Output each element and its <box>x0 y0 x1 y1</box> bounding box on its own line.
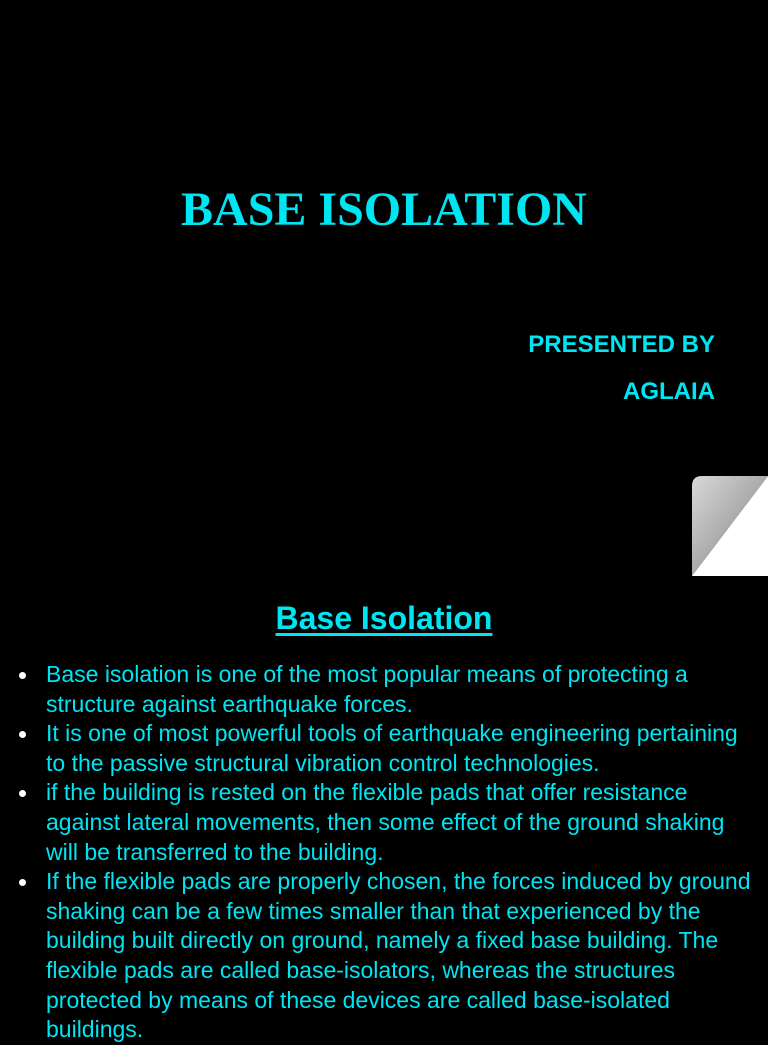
bullet-dot-icon <box>19 731 26 738</box>
presented-by-label: PRESENTED BY <box>528 331 715 358</box>
page-curl-icon <box>692 476 768 576</box>
presenter-name: AGLAIA <box>623 378 715 405</box>
bullet-item <box>0 719 768 778</box>
slide-title-heading: BASE ISOLATION <box>181 183 587 236</box>
bullet-item <box>0 778 768 867</box>
slide-content-heading: Base Isolation <box>275 600 493 636</box>
bullet-dot-icon <box>19 672 26 679</box>
slide-content <box>0 576 768 1043</box>
bullet-text: Base isolation is one of the most popular means of protecting a structure against earthquake forces. <box>46 661 688 717</box>
bullet-dot-icon <box>19 790 26 797</box>
bullet-text: if the building is rested on the flexible pads that offer resistance against lateral movements, then some effect of the ground shaking will be transferred to the building. <box>46 779 725 865</box>
bullet-dot-icon <box>19 879 26 886</box>
bullet-item <box>0 867 768 1045</box>
bullet-list <box>0 660 768 1045</box>
bullet-text: It is one of most powerful tools of earthquake engineering pertaining to the passive structural vibration control technologies. <box>46 720 738 776</box>
bullet-text: If the flexible pads are properly chosen, the forces induced by ground shaking can be a few times smaller than that experienced by the building built directly on ground, namely a fixed base building. The flexible pads are called base-isolators, whereas the structures protected by means of these devices are called base-isolated buildings. <box>46 868 751 1043</box>
bullet-item <box>0 660 768 719</box>
